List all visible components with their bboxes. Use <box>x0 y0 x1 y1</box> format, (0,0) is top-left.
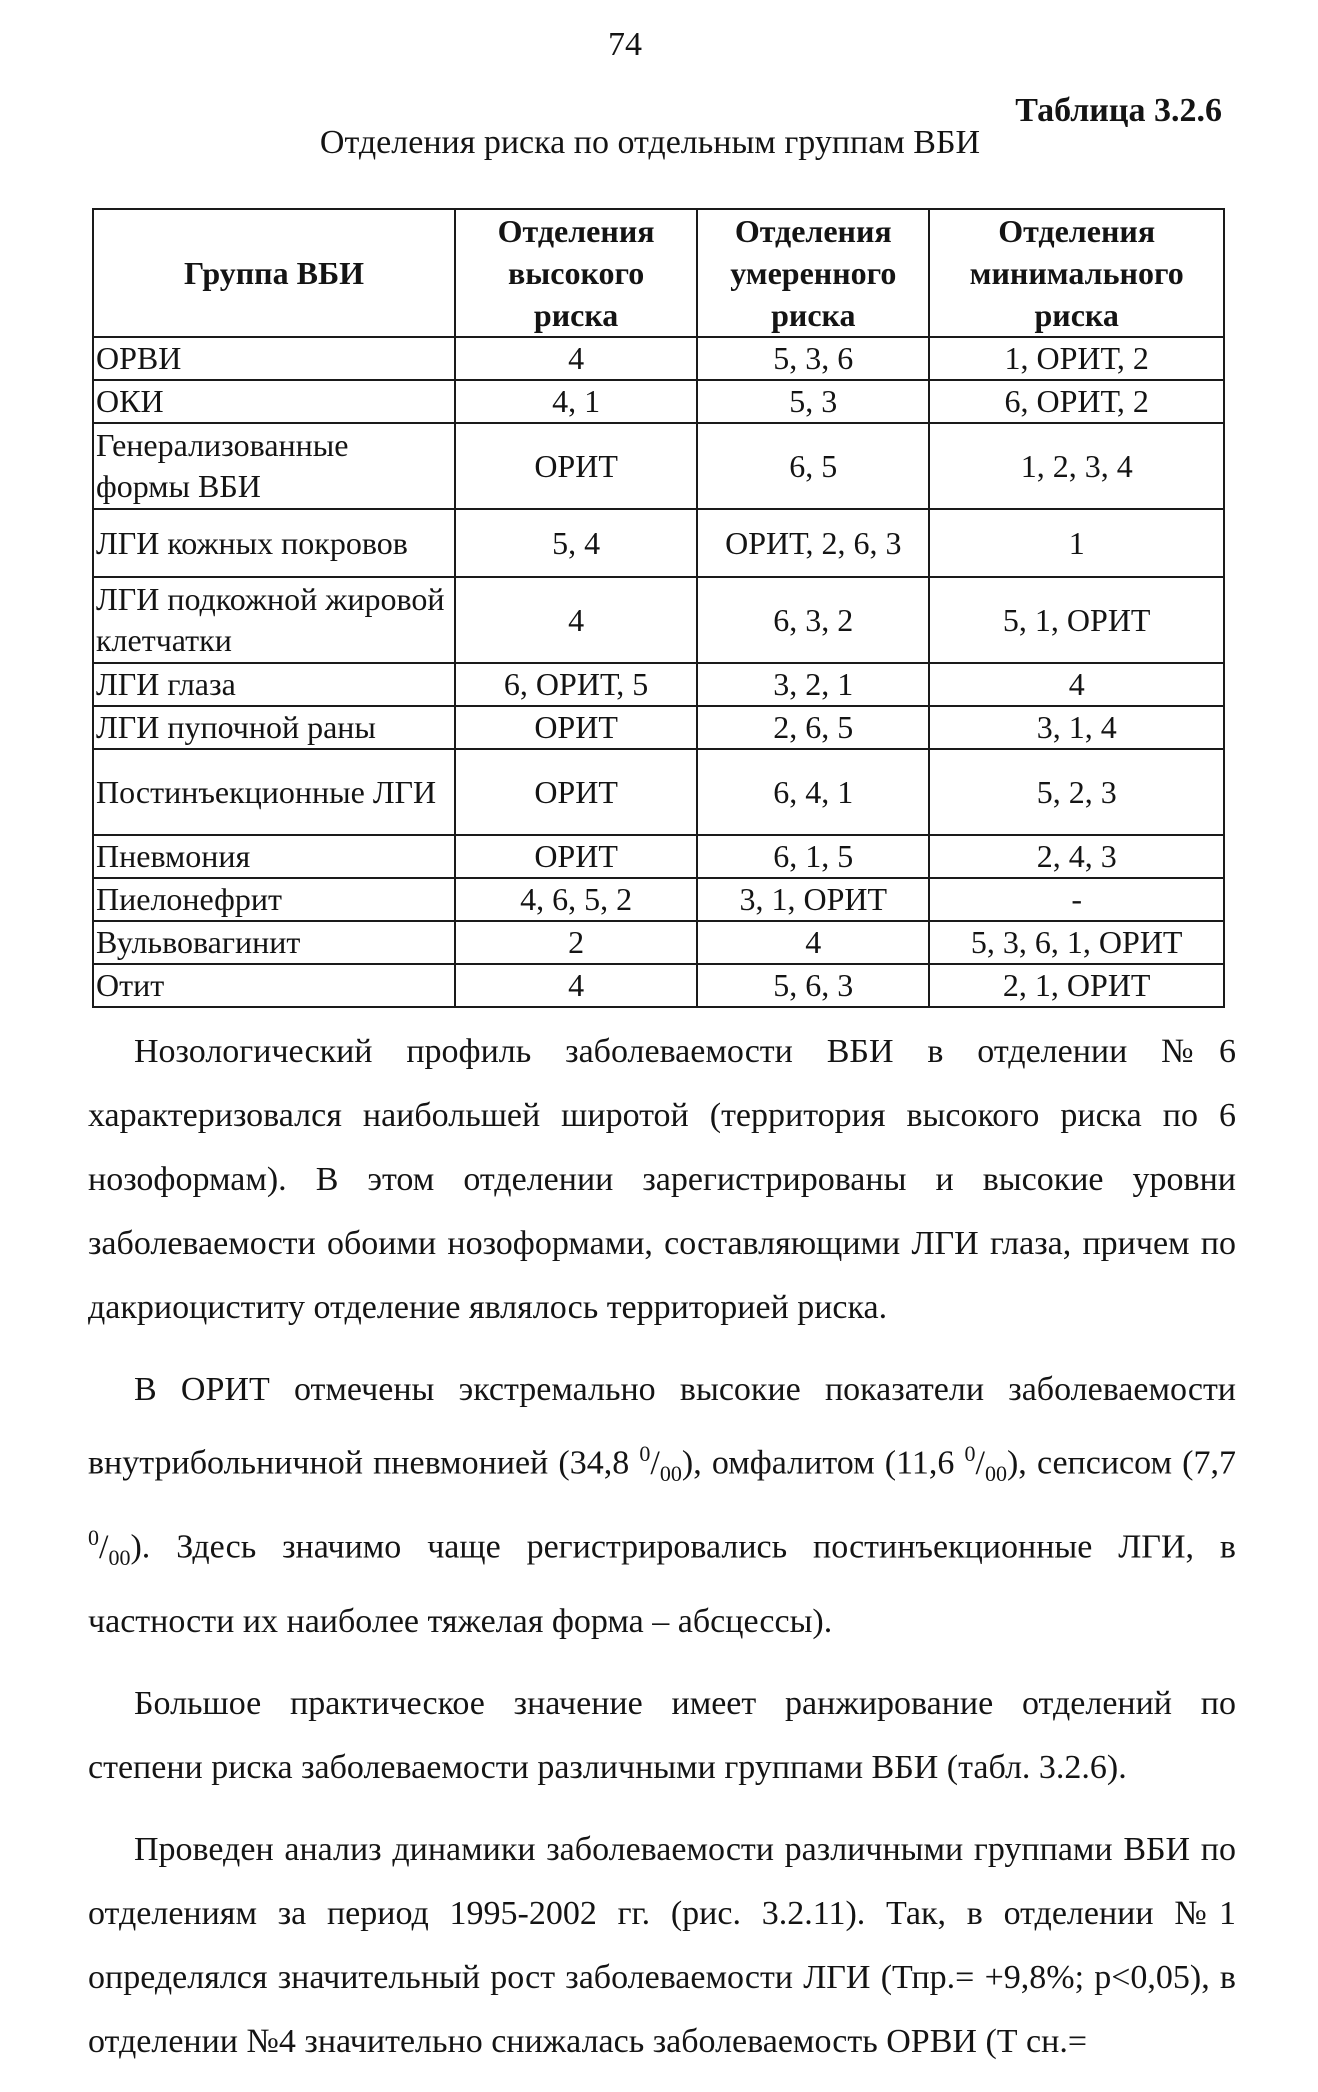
body-text <box>88 1020 1236 2092</box>
group-cell: Пиелонефрит <box>93 878 455 921</box>
table-row <box>93 337 1224 380</box>
moderate-risk-cell: 6, 1, 5 <box>697 835 929 878</box>
table-row <box>93 921 1224 964</box>
group-cell: ЛГИ глаза <box>93 663 455 706</box>
table-row <box>93 964 1224 1007</box>
group-cell: Постинъекционные ЛГИ <box>93 749 455 835</box>
minimal-risk-cell: 1, ОРИТ, 2 <box>929 337 1224 380</box>
group-cell: ОРВИ <box>93 337 455 380</box>
minimal-risk-cell: 3, 1, 4 <box>929 706 1224 749</box>
table-row <box>93 706 1224 749</box>
unit-slash: / <box>99 1528 109 1566</box>
moderate-risk-cell: ОРИТ, 2, 6, 3 <box>697 509 929 577</box>
group-cell: ОКИ <box>93 380 455 423</box>
group-cell: ЛГИ кожных покровов <box>93 509 455 577</box>
high-risk-cell: ОРИТ <box>455 423 697 509</box>
table-row <box>93 423 1224 509</box>
high-risk-cell: ОРИТ <box>455 835 697 878</box>
table-title: Отделения риска по отдельным группам ВБИ <box>319 124 981 161</box>
header-minimal-risk: Отделения минимального риска <box>929 209 1224 337</box>
high-risk-cell: 4 <box>455 964 697 1007</box>
paragraph-text: В ОРИТ отмечены экстремально высокие показатели заболеваемости внутрибольничной пневмонией (34,8 <box>88 1371 1236 1482</box>
paragraph: Большое практическое значение имеет ранжирование отделений по степени риска заболеваемости различными группами ВБИ (табл. 3.2.6). <box>88 1685 1236 1787</box>
table-row <box>93 663 1224 706</box>
high-risk-cell: 4, 6, 5, 2 <box>455 878 697 921</box>
moderate-risk-cell: 5, 6, 3 <box>697 964 929 1007</box>
moderate-risk-cell: 3, 2, 1 <box>697 663 929 706</box>
group-cell: ЛГИ подкожной жировой клетчатки <box>93 577 455 663</box>
header-group: Группа ВБИ <box>93 209 455 337</box>
group-cell: Генерализованные формы ВБИ <box>93 423 455 509</box>
unit-slash: / <box>975 1444 985 1482</box>
unit-superscript: 0 <box>964 1441 976 1466</box>
group-cell: Пневмония <box>93 835 455 878</box>
header-high-risk: Отделения высокого риска <box>455 209 697 337</box>
moderate-risk-cell: 6, 5 <box>697 423 929 509</box>
moderate-risk-cell: 6, 3, 2 <box>697 577 929 663</box>
unit-superscript: 0 <box>88 1525 99 1551</box>
moderate-risk-cell: 3, 1, ОРИТ <box>697 878 929 921</box>
table-row <box>93 835 1224 878</box>
minimal-risk-cell: 2, 4, 3 <box>929 835 1224 878</box>
minimal-risk-cell: 6, ОРИТ, 2 <box>929 380 1224 423</box>
group-cell: ЛГИ пупочной раны <box>93 706 455 749</box>
high-risk-cell: 4 <box>455 577 697 663</box>
group-cell: Вульвовагинит <box>93 921 455 964</box>
high-risk-cell: 4 <box>455 337 697 380</box>
high-risk-cell: 4, 1 <box>455 380 697 423</box>
paragraph <box>88 1358 1236 1654</box>
paragraph: Проведен анализ динамики заболеваемости различными группами ВБИ по отделениям за период 1995-2002 гг. (рис. 3.2.11). Так, в отделении №1 определялся значительный рост заболеваемости ЛГИ (Тпр.= +9,8%; p<0,05), в отделении №4 значительно снижалась заболеваемость ОРВИ (Т сн.= <box>88 1831 1236 2061</box>
minimal-risk-cell: 1, 2, 3, 4 <box>929 423 1224 509</box>
table-row <box>93 749 1224 835</box>
table-row <box>93 878 1224 921</box>
table-row <box>93 380 1224 423</box>
paragraph-text: ), омфалитом (11,6 <box>681 1444 965 1482</box>
minimal-risk-cell: - <box>929 878 1224 921</box>
high-risk-cell: ОРИТ <box>455 706 697 749</box>
high-risk-cell: ОРИТ <box>455 749 697 835</box>
minimal-risk-cell: 1 <box>929 509 1224 577</box>
unit-subscript: 00 <box>984 1461 1007 1487</box>
unit-slash: / <box>650 1444 660 1482</box>
minimal-risk-cell: 2, 1, ОРИТ <box>929 964 1224 1007</box>
table-row <box>93 577 1224 663</box>
page-number: 74 <box>608 26 642 63</box>
high-risk-cell: 5, 4 <box>455 509 697 577</box>
paragraph-text: ), сепсисом (7,7 <box>1006 1444 1236 1482</box>
unit-superscript: 0 <box>639 1441 651 1466</box>
unit-subscript: 00 <box>108 1545 131 1571</box>
table-header-row <box>93 209 1224 337</box>
minimal-risk-cell: 5, 3, 6, 1, ОРИТ <box>929 921 1224 964</box>
table-label: Таблица 3.2.6 <box>1015 92 1222 129</box>
moderate-risk-cell: 4 <box>697 921 929 964</box>
minimal-risk-cell: 4 <box>929 663 1224 706</box>
high-risk-cell: 2 <box>455 921 697 964</box>
moderate-risk-cell: 5, 3, 6 <box>697 337 929 380</box>
minimal-risk-cell: 5, 2, 3 <box>929 749 1224 835</box>
paragraph-text: ). Здесь значимо чаще регистрировались постинъекционные ЛГИ, в частности их наиболее тяжелая форма – абсцессы). <box>88 1528 1236 1641</box>
moderate-risk-cell: 2, 6, 5 <box>697 706 929 749</box>
moderate-risk-cell: 5, 3 <box>697 380 929 423</box>
group-cell: Отит <box>93 964 455 1007</box>
risk-table <box>92 208 1225 1008</box>
paragraph: Нозологический профиль заболеваемости ВБИ в отделении №6 характеризовался наибольшей широтой (территория высокого риска по 6 нозоформам). В этом отделении зарегистрированы и высокие уровни заболеваемости обоими нозоформами, составляющими ЛГИ глаза, причем по дакриоциститу отделение являлось территорией риска. <box>88 1033 1236 1326</box>
unit-subscript: 00 <box>659 1461 682 1487</box>
minimal-risk-cell: 5, 1, ОРИТ <box>929 577 1224 663</box>
high-risk-cell: 6, ОРИТ, 5 <box>455 663 697 706</box>
header-moderate-risk: Отделения умеренного риска <box>697 209 929 337</box>
table-row <box>93 509 1224 577</box>
moderate-risk-cell: 6, 4, 1 <box>697 749 929 835</box>
